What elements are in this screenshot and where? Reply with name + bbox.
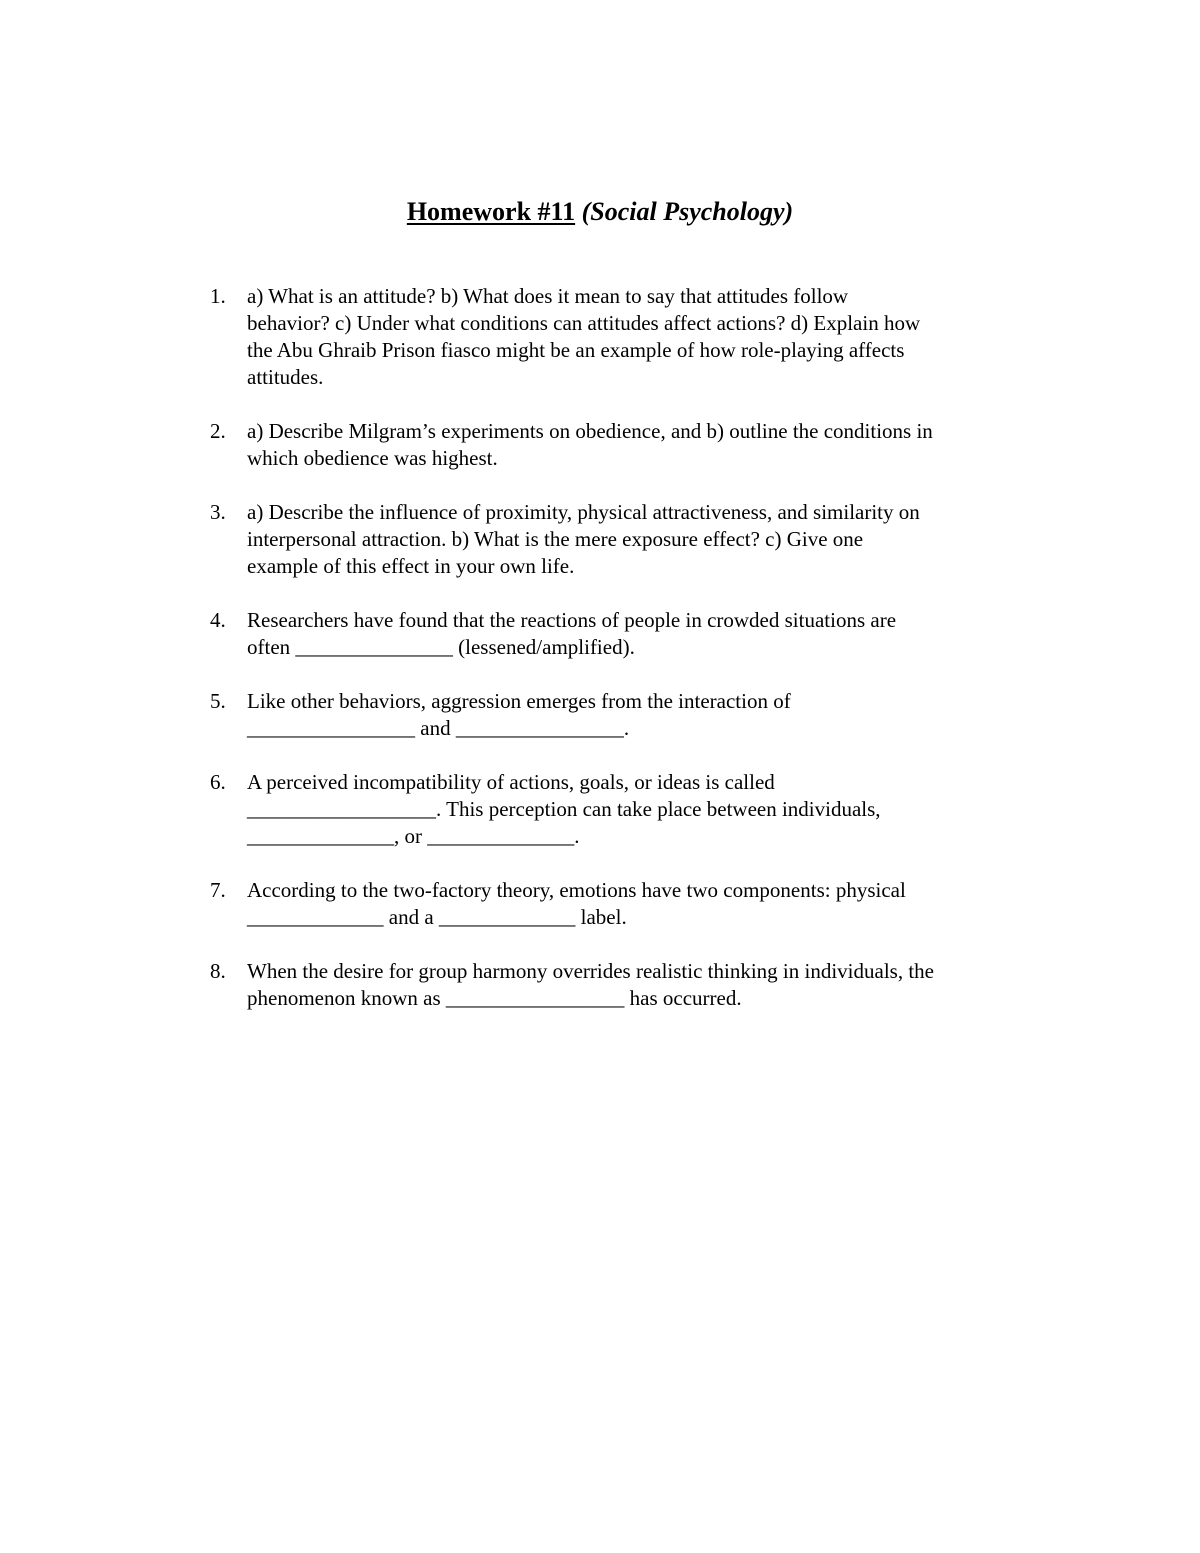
- question-line: a) Describe Milgram’s experiments on obedience, and b) outline the conditions in: [247, 419, 933, 443]
- question-list: [200, 283, 1030, 1039]
- question-item: [200, 607, 1030, 661]
- question-line: _____________ and a _____________ label.: [247, 905, 627, 929]
- question-line: which obedience was highest.: [247, 446, 498, 470]
- question-number: 4.: [210, 608, 226, 632]
- question-item: [200, 499, 1030, 580]
- question-number: 7.: [210, 878, 226, 902]
- question-line: example of this effect in your own life.: [247, 554, 575, 578]
- question-line: According to the two-factory theory, emotions have two components: physical: [247, 878, 906, 902]
- question-number: 5.: [210, 689, 226, 713]
- question-item: [200, 283, 1030, 391]
- question-line: phenomenon known as _________________ has occurred.: [247, 986, 742, 1010]
- question-line: ________________ and ________________.: [247, 716, 630, 740]
- question-item: [200, 877, 1030, 931]
- question-item: [200, 418, 1030, 472]
- question-number: 3.: [210, 500, 226, 524]
- question-number: 8.: [210, 959, 226, 983]
- question-line: behavior? c) Under what conditions can attitudes affect actions? d) Explain how: [247, 311, 921, 335]
- page-title: [0, 195, 1200, 229]
- question-line: a) Describe the influence of proximity, physical attractiveness, and similarity on: [247, 500, 920, 524]
- question-number: 2.: [210, 419, 226, 443]
- title-subtitle: (Social Psychology): [581, 197, 794, 226]
- question-line: Like other behaviors, aggression emerges from the interaction of: [247, 689, 791, 713]
- question-line: the Abu Ghraib Prison fiasco might be an example of how role-playing affects: [247, 338, 905, 362]
- question-line: When the desire for group harmony overrides realistic thinking in individuals, the: [247, 959, 934, 983]
- question-line: attitudes.: [247, 365, 324, 389]
- question-item: [200, 769, 1030, 850]
- question-number: 1.: [210, 284, 226, 308]
- question-line: a) What is an attitude? b) What does it mean to say that attitudes follow: [247, 284, 849, 308]
- question-item: [200, 958, 1030, 1012]
- question-item: [200, 688, 1030, 742]
- question-line: A perceived incompatibility of actions, goals, or ideas is called: [247, 770, 775, 794]
- question-line: __________________. This perception can take place between individuals,: [247, 797, 881, 821]
- question-number: 6.: [210, 770, 226, 794]
- question-line: often _______________ (lessened/amplified).: [247, 635, 635, 659]
- question-line: Researchers have found that the reactions of people in crowded situations are: [247, 608, 897, 632]
- title-main: Homework #11: [406, 197, 576, 226]
- question-line: ______________, or ______________.: [247, 824, 580, 848]
- question-line: interpersonal attraction. b) What is the mere exposure effect? c) Give one: [247, 527, 864, 551]
